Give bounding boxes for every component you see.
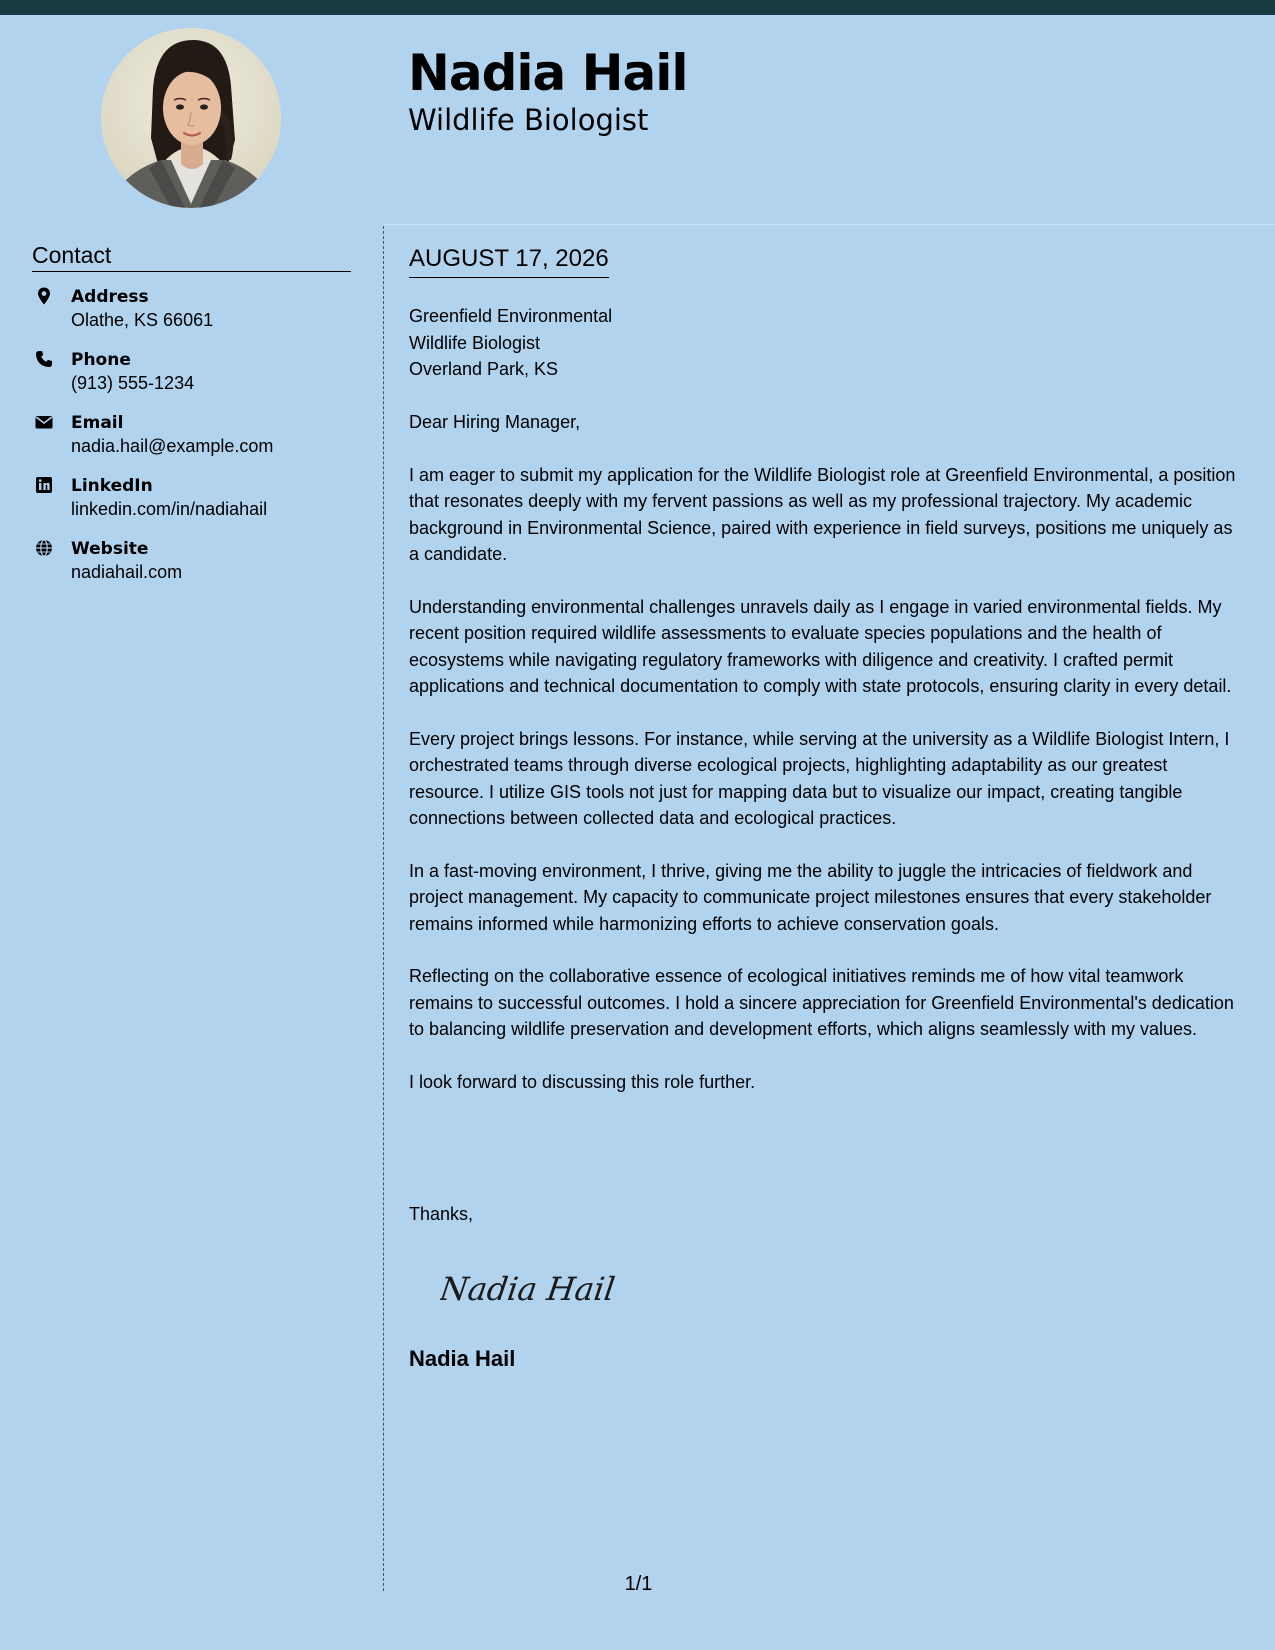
page-number-text: 1/1 — [624, 1573, 653, 1595]
contact-value[interactable]: nadiahail.com — [71, 562, 183, 582]
page-number — [0, 1571, 1275, 1597]
recipient-location: Overland Park, KS — [409, 359, 559, 379]
recipient-block — [409, 303, 612, 383]
contact-value[interactable]: nadia.hail@example.com — [71, 436, 274, 456]
contact-item-website — [32, 538, 362, 601]
contact-value: (913) 555-1234 — [71, 373, 195, 393]
letter-date: AUGUST 17, 2026 — [409, 244, 609, 278]
applicant-name: Nadia Hail — [408, 44, 688, 102]
header-divider — [384, 224, 1275, 225]
contact-item-address — [32, 286, 362, 349]
recipient-company: Greenfield Environmental — [409, 306, 613, 326]
envelope-icon — [35, 413, 53, 431]
letter-paragraph: Reflecting on the collaborative essence of ecological initiatives reminds me of how vital teamwork remains to successful outcomes. I hold a sincere appreciation for Greenfield Environmental's dedication to balancing wildlife preservation and development efforts, which aligns seamlessly with my values. — [409, 966, 1234, 1039]
top-bar — [0, 0, 1275, 15]
linkedin-icon — [35, 476, 53, 494]
letter-paragraph: I look forward to discussing this role further. — [409, 1071, 756, 1092]
letter-paragraph: Understanding environmental challenges unravels daily as I engage in varied environmental fields. My recent position required wildlife assessments to evaluate species populations and the health of ecosystems while navigating regulatory frameworks with diligence and creativity. I crafted permit applications and technical documentation to comply with state protocols, ensuring clarity in every detail. — [409, 596, 1232, 696]
contact-item-linkedin — [32, 475, 362, 538]
applicant-job-title: Wildlife Biologist — [408, 103, 649, 137]
letter-body — [409, 409, 1241, 1121]
recipient-position: Wildlife Biologist — [409, 332, 541, 353]
letter-paragraph: Every project brings lessons. For instance, while serving at the university as a Wildlife Biologist Intern, I orchestrated teams through diverse ecological projects, highlighting adaptability as our greatest resource. I utilize GIS tools not just for mapping data but to visualize our impact, creating tangible connections between collected data and ecological practices. — [409, 728, 1230, 828]
contact-label: Email — [71, 413, 124, 433]
contact-value: Olathe, KS 66061 — [71, 310, 214, 330]
phone-icon — [35, 350, 53, 368]
salutation: Dear Hiring Manager, — [409, 412, 581, 432]
contact-label: Address — [71, 287, 149, 307]
signer-name: Nadia Hail — [409, 1346, 516, 1371]
contact-heading: Contact — [32, 240, 351, 272]
contact-label: Website — [71, 539, 149, 559]
closing: Thanks, — [409, 1204, 474, 1224]
column-divider — [383, 226, 384, 1591]
contact-label: LinkedIn — [71, 476, 153, 496]
contact-list — [32, 286, 362, 601]
contact-value[interactable]: linkedin.com/in/nadiahail — [71, 499, 268, 519]
signature-text: Nadia Hail — [440, 1270, 618, 1308]
globe-icon — [35, 539, 53, 557]
map-pin-icon — [35, 287, 53, 305]
letter-paragraph: In a fast-moving environment, I thrive, giving me the ability to juggle the intricacies of fieldwork and project management. My capacity to communicate project milestones ensures that every stakeholder remains informed while harmonizing efforts to achieve conservation goals. — [409, 860, 1212, 934]
contact-label: Phone — [71, 350, 131, 370]
letter-paragraph: I am eager to submit my application for the Wildlife Biologist role at Greenfield Environmental, a position that resonates deeply with my fervent passions as well as my professional trajectory. My academic background in Environmental Science, paired with experience in field surveys, positions me uniquely as a candidate. — [409, 464, 1236, 564]
handwritten-signature — [440, 1262, 640, 1315]
contact-item-email — [32, 412, 362, 475]
profile-photo — [101, 28, 281, 208]
contact-item-phone — [32, 349, 362, 412]
